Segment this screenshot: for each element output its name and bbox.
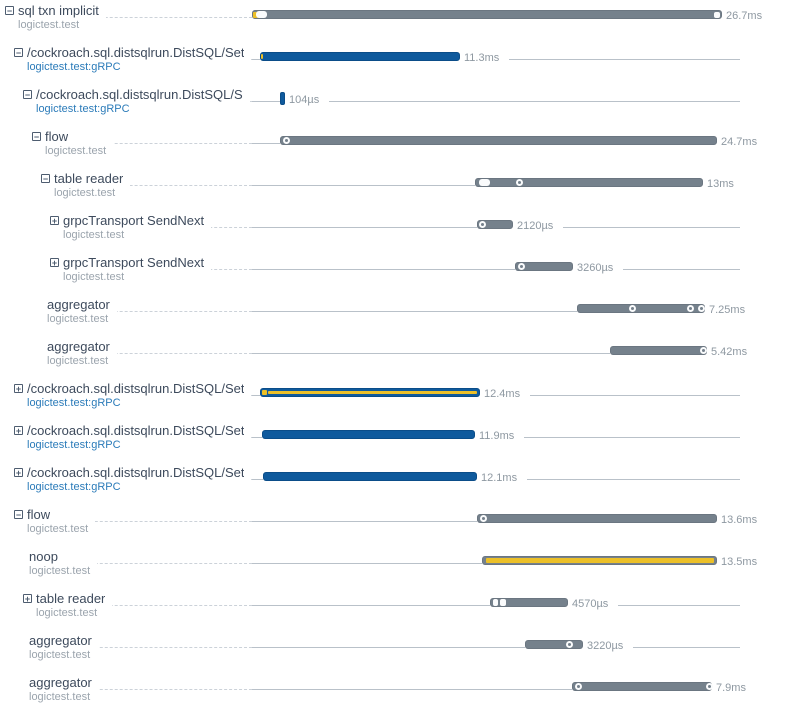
child-span-stripe xyxy=(486,558,714,563)
trace-span-row[interactable] xyxy=(0,44,786,86)
trace-span-row[interactable] xyxy=(0,338,786,380)
span-duration: 7.25ms xyxy=(709,304,746,316)
span-duration: 3260µs xyxy=(577,262,614,274)
lead-line xyxy=(252,59,260,60)
trailing-line xyxy=(618,605,740,606)
trailing-line xyxy=(524,437,740,438)
span-duration: 4570µs xyxy=(572,598,609,610)
span-label[interactable] xyxy=(32,129,113,157)
span-subtitle: logictest.test:gRPC xyxy=(27,61,121,73)
span-duration: 13.5ms xyxy=(721,556,758,568)
trace-span-row[interactable] xyxy=(0,632,786,674)
span-bar[interactable] xyxy=(263,472,477,481)
span-title: flow xyxy=(27,507,51,522)
span-duration: 24.7ms xyxy=(721,136,758,148)
span-label[interactable] xyxy=(29,675,99,703)
span-label[interactable] xyxy=(29,633,99,661)
span-subtitle: logictest.test:gRPC xyxy=(36,103,130,115)
span-title: noop xyxy=(29,549,58,564)
span-label[interactable] xyxy=(50,213,211,241)
span-duration: 104µs xyxy=(289,94,320,106)
span-label[interactable] xyxy=(50,255,211,283)
span-title: /cockroach.sql.distsqlrun.DistSQL/Set xyxy=(27,465,245,480)
event-marker-icon xyxy=(629,305,636,312)
expand-toggle-icon[interactable]: + xyxy=(51,216,58,226)
span-subtitle: logictest.test xyxy=(29,565,91,577)
trace-span-row[interactable] xyxy=(0,212,786,254)
span-duration: 26.7ms xyxy=(726,10,763,22)
span-bar[interactable] xyxy=(280,92,285,105)
trace-span-row[interactable] xyxy=(0,86,786,128)
span-label[interactable] xyxy=(14,423,251,451)
lead-line xyxy=(252,437,262,438)
span-subtitle: logictest.test xyxy=(54,187,116,199)
event-marker-icon xyxy=(714,12,720,18)
span-subtitle: logictest.test xyxy=(47,355,109,367)
trace-span-row[interactable] xyxy=(0,380,786,422)
span-subtitle: logictest.test xyxy=(63,271,125,283)
trailing-line xyxy=(633,647,740,648)
trace-span-row[interactable] xyxy=(0,254,786,296)
event-marker-icon xyxy=(283,137,290,144)
span-subtitle: logictest.test xyxy=(45,145,107,157)
collapse-toggle-icon[interactable]: − xyxy=(6,6,13,16)
span-bar[interactable] xyxy=(477,514,717,523)
lead-line xyxy=(252,521,477,522)
expand-toggle-icon[interactable]: + xyxy=(15,426,22,436)
span-label[interactable] xyxy=(14,381,251,409)
span-title: grpcTransport SendNext xyxy=(63,213,205,228)
trace-span-row[interactable] xyxy=(0,674,786,714)
span-title: grpcTransport SendNext xyxy=(63,255,205,270)
span-duration: 13ms xyxy=(707,178,734,190)
span-title: /cockroach.sql.distsqlrun.DistSQL/S xyxy=(36,87,243,102)
span-subtitle: logictest.test xyxy=(63,229,125,241)
span-duration: 11.3ms xyxy=(464,52,500,64)
trace-span-row[interactable] xyxy=(0,422,786,464)
lead-line xyxy=(252,353,610,354)
span-bar[interactable] xyxy=(475,178,703,187)
event-marker-icon xyxy=(516,179,523,186)
span-label[interactable] xyxy=(14,507,95,535)
collapse-toggle-icon[interactable]: − xyxy=(33,132,40,142)
trailing-line xyxy=(329,101,740,102)
collapse-toggle-icon[interactable]: − xyxy=(42,174,49,184)
span-title: table reader xyxy=(54,171,124,186)
event-marker-icon xyxy=(518,263,525,270)
event-marker-icon xyxy=(566,641,573,648)
span-title: flow xyxy=(45,129,69,144)
span-subtitle: logictest.test:gRPC xyxy=(27,397,121,409)
span-title: aggregator xyxy=(29,675,92,690)
event-marker-icon xyxy=(687,305,694,312)
span-label[interactable] xyxy=(5,3,106,31)
span-duration: 7.9ms xyxy=(716,682,746,694)
span-title: table reader xyxy=(36,591,106,606)
expand-toggle-icon[interactable]: + xyxy=(24,594,31,604)
span-duration: 2120µs xyxy=(517,220,554,232)
span-title: aggregator xyxy=(29,633,92,648)
event-marker-icon xyxy=(698,305,705,312)
trailing-line xyxy=(563,227,740,228)
event-marker-icon xyxy=(493,599,506,606)
span-subtitle: logictest.test xyxy=(29,649,91,661)
trace-span-row[interactable] xyxy=(0,590,786,632)
expand-toggle-icon[interactable]: + xyxy=(15,468,22,478)
event-marker-icon xyxy=(479,179,490,186)
span-title: aggregator xyxy=(47,297,110,312)
lead-line xyxy=(252,605,490,606)
span-subtitle: logictest.test xyxy=(29,691,91,703)
trailing-line xyxy=(509,59,740,60)
trace-span-row[interactable] xyxy=(0,296,786,338)
span-label[interactable] xyxy=(47,339,117,367)
lead-line xyxy=(252,647,525,648)
span-subtitle: logictest.test xyxy=(36,607,98,619)
trailing-line xyxy=(527,479,740,480)
span-subtitle: logictest.test xyxy=(18,19,80,31)
span-bar[interactable] xyxy=(577,304,705,313)
span-label[interactable] xyxy=(23,87,250,115)
lead-line xyxy=(252,101,280,102)
span-title: sql txn implicit xyxy=(18,3,99,18)
lead-line xyxy=(252,227,477,228)
span-label[interactable] xyxy=(14,45,251,73)
lead-line xyxy=(252,689,572,690)
trace-span-row[interactable] xyxy=(0,506,786,548)
trace-span-row[interactable] xyxy=(0,2,786,44)
span-bar[interactable] xyxy=(280,136,717,145)
lead-line xyxy=(252,479,263,480)
span-duration: 12.4ms xyxy=(484,388,521,400)
trailing-line xyxy=(530,395,740,396)
event-marker-icon xyxy=(479,221,486,228)
collapse-toggle-icon[interactable]: − xyxy=(15,510,22,520)
collapse-toggle-icon[interactable]: − xyxy=(24,90,31,100)
span-bar[interactable] xyxy=(252,10,722,19)
span-duration: 5.42ms xyxy=(711,346,748,358)
span-duration: 12.1ms xyxy=(481,472,518,484)
span-label[interactable] xyxy=(41,171,130,199)
span-label[interactable] xyxy=(29,549,97,577)
span-title: /cockroach.sql.distsqlrun.DistSQL/Set xyxy=(27,45,245,60)
span-label[interactable] xyxy=(23,591,112,619)
lead-line xyxy=(252,185,475,186)
lead-line xyxy=(252,563,482,564)
trace-span-row[interactable] xyxy=(0,128,786,170)
lead-line xyxy=(252,311,577,312)
span-bar[interactable] xyxy=(260,52,460,61)
span-duration: 11.9ms xyxy=(479,430,515,442)
span-label[interactable] xyxy=(47,297,117,325)
span-duration: 3220µs xyxy=(587,640,624,652)
span-subtitle: logictest.test xyxy=(27,523,89,535)
trailing-line xyxy=(623,269,740,270)
span-subtitle: logictest.test:gRPC xyxy=(27,481,121,493)
span-label[interactable] xyxy=(14,465,251,493)
span-bar[interactable] xyxy=(572,682,712,691)
span-title: /cockroach.sql.distsqlrun.DistSQL/Set xyxy=(27,381,245,396)
event-marker-icon xyxy=(256,11,267,18)
lead-line xyxy=(252,395,260,396)
span-bar[interactable] xyxy=(262,430,475,439)
child-span-block xyxy=(261,54,263,59)
trace-span-row[interactable] xyxy=(0,170,786,212)
span-bar[interactable] xyxy=(525,640,583,649)
expand-toggle-icon[interactable]: + xyxy=(15,384,22,394)
event-marker-icon xyxy=(700,347,707,354)
expand-toggle-icon[interactable]: + xyxy=(51,258,58,268)
span-title: /cockroach.sql.distsqlrun.DistSQL/Set xyxy=(27,423,245,438)
trace-span-row[interactable] xyxy=(0,548,786,590)
span-duration: 13.6ms xyxy=(721,514,758,526)
child-span-block xyxy=(262,390,267,395)
lead-line xyxy=(252,143,280,144)
event-marker-icon xyxy=(480,515,487,522)
span-title: aggregator xyxy=(47,339,110,354)
span-bar[interactable] xyxy=(610,346,707,355)
collapse-toggle-icon[interactable]: − xyxy=(15,48,22,58)
span-subtitle: logictest.test:gRPC xyxy=(27,439,121,451)
trace-span-row[interactable] xyxy=(0,464,786,506)
child-span-stripe xyxy=(268,391,477,394)
lead-line xyxy=(252,269,515,270)
event-marker-icon xyxy=(575,683,582,690)
span-subtitle: logictest.test xyxy=(47,313,109,325)
event-marker-icon xyxy=(706,683,713,690)
